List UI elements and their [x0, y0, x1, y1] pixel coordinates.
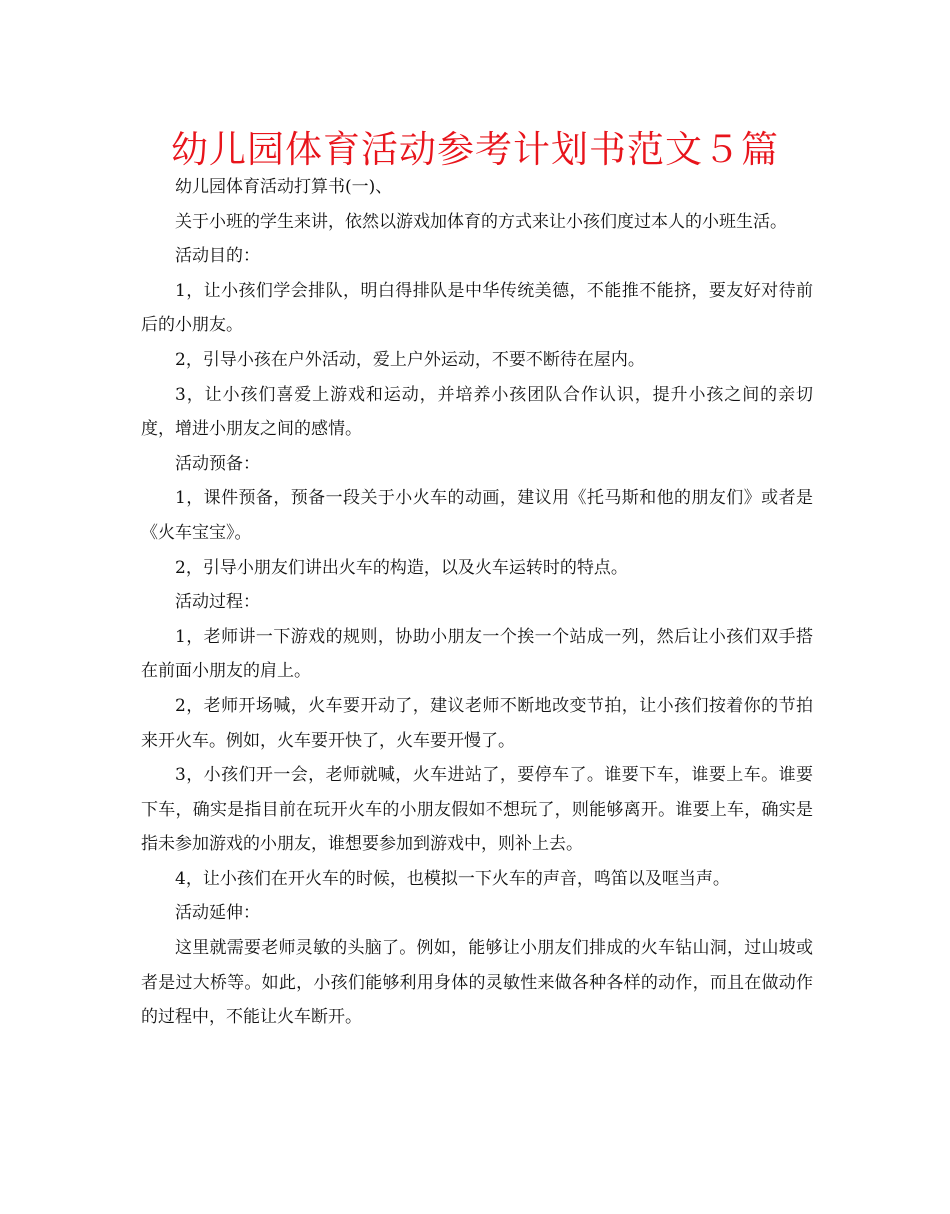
section-heading: 活动过程：: [175, 592, 260, 613]
paragraph: 关于小班的学生来讲，依然以游戏加体育的方式来让小孩们度过本人的小班生活。: [175, 211, 787, 232]
paragraph: 4，让小孩们在开火车的时候，也模拟一下火车的声音，鸣笛以及哐当声。: [175, 868, 730, 889]
document-title: 幼儿园体育活动参考计划书范文５篇: [171, 128, 779, 171]
paragraph: 1，让小孩们学会排队，明白得排队是中华传统美德，不能推不能挤，要友好对待前后的小朋友。: [141, 280, 813, 336]
paragraph: 3，小孩们开一会，老师就喊，火车进站了，要停车了。谁要下车，谁要上车。谁要下车，确实是指目前在玩开火车的小朋友假如不想玩了，则能够离开。谁要上车，确实是指未参加游戏的小朋友，谁想要参加到游戏中，则补上去。: [141, 765, 813, 855]
paragraph: 1，课件预备，预备一段关于小火车的动画，建议用《托马斯和他的朋友们》或者是《火车宝宝》。: [141, 488, 813, 543]
paragraph: 2，引导小朋友们讲出火车的构造，以及火车运转时的特点。: [175, 557, 628, 578]
document-body: [141, 170, 813, 1035]
section-heading: 活动预备：: [175, 453, 260, 474]
section-heading: 活动目的：: [175, 246, 260, 267]
paragraph: 这里就需要老师灵敏的头脑了。例如，能够让小朋友们排成的火车钻山洞，过山坡或者是过大桥等。如此，小孩们能够利用身体的灵敏性来做各种各样的动作，而且在做动作的过程中，不能让火车断开。: [141, 938, 813, 1028]
paragraph: 2，老师开场喊，火车要开动了，建议老师不断地改变节拍，让小孩们按着你的节拍来开火车。例如，火车要开快了，火车要开慢了。: [141, 695, 813, 751]
paragraph: 1，老师讲一下游戏的规则，协助小朋友一个挨一个站成一列，然后让小孩们双手搭在前面小朋友的肩上。: [141, 626, 813, 682]
paragraph: 幼儿园体育活动打算书(一)、: [175, 177, 393, 197]
paragraph: 3，让小孩们喜爱上游戏和运动，并培养小孩团队合作认识，提升小孩之间的亲切度，增进小朋友之间的感情。: [141, 384, 813, 440]
section-heading: 活动延伸：: [175, 903, 260, 924]
paragraph: 2，引导小孩在户外活动，爱上户外运动，不要不断待在屋内。: [175, 349, 645, 370]
